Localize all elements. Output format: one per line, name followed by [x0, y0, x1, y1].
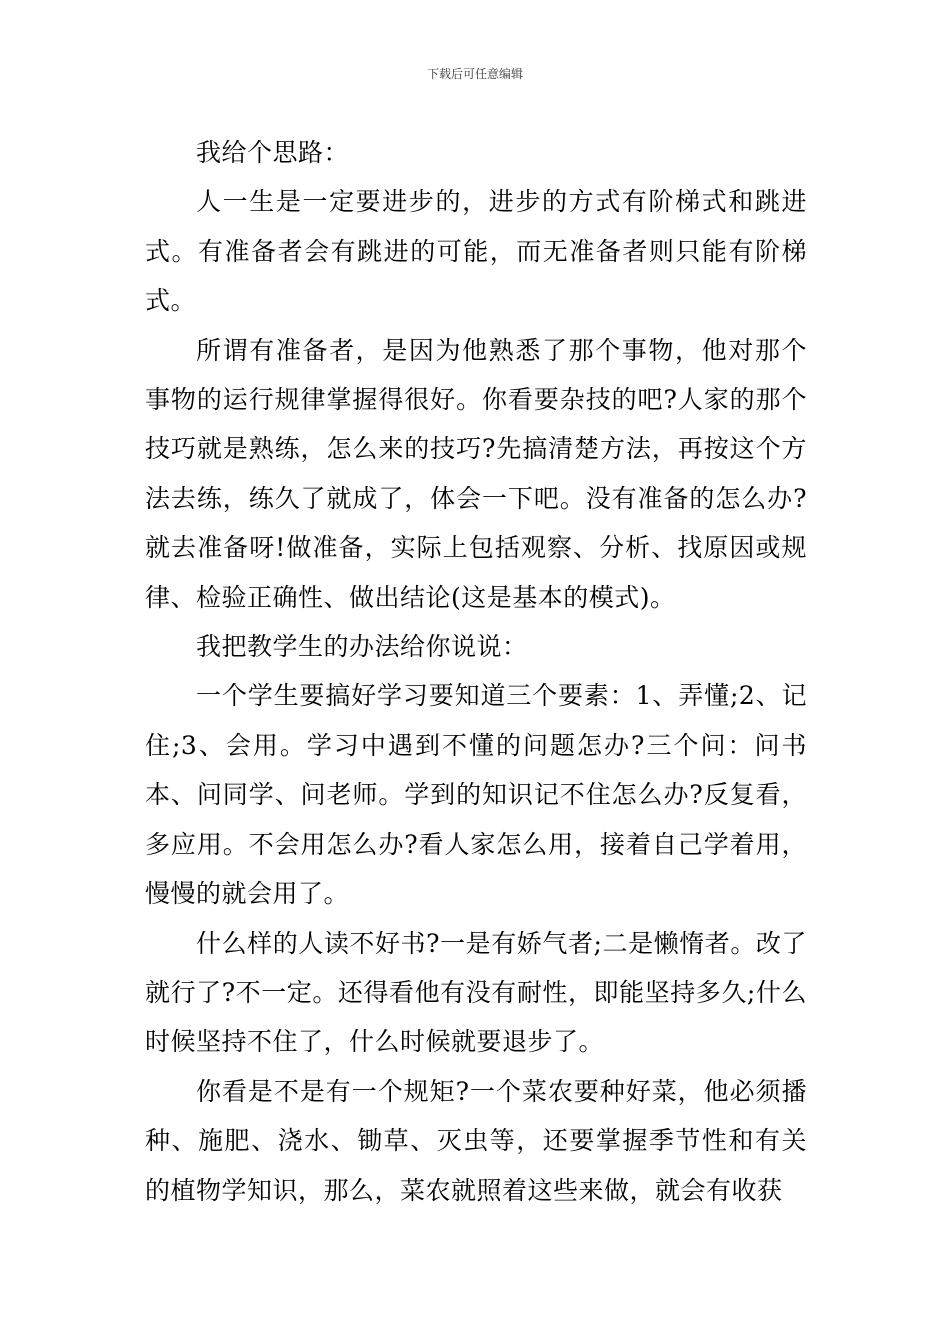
paragraph: 什么样的人读不好书?一是有娇气者;二是懒惰者。改了就行了?不一定。还得看他有没有耐性，即能坚持多久;什么时候坚持不住了，什么时候就要退步了。	[145, 928, 807, 1057]
paragraph: 我把教学生的办法给你说说：	[196, 632, 528, 662]
paragraph: 一个学生要搞好学习要知道三个要素：1、弄懂;2、记住;3、会用。学习中遇到不懂的问题怎办?三个问：问书本、问同学、问老师。学到的知识记不住怎么办?反复看，多应用。不会用怎么办?看人家怎么用，接着自己学着用，慢慢的就会用了。	[145, 681, 807, 909]
paragraph: 你看是不是有一个规矩?一个菜农要种好菜，他必须播种、施肥、浇水、锄草、灭虫等，还要掌握季节性和有关的植物学知识，那么，菜农就照着这些来做，就会有收获	[145, 1076, 807, 1205]
paragraph: 我给个思路：	[196, 138, 350, 167]
paragraph: 所谓有准备者，是因为他熟悉了那个事物，他对那个事物的运行规律掌握得很好。你看要杂技的吧?人家的那个技巧就是熟练，怎么来的技巧?先搞清楚方法，再按这个方法去练，练久了就成了，体会一下吧。没有准备的怎么办?就去准备呀!做准备，实际上包括观察、分析、找原因或规律、检验正确性、做出结论(这是基本的模式)。	[145, 335, 807, 612]
paragraph: 人一生是一定要进步的，进步的方式有阶梯式和跳进式。有准备者会有跳进的可能，而无准备者则只能有阶梯式。	[145, 187, 807, 316]
page-header: 下载后可任意编辑	[426, 67, 523, 81]
document-body	[145, 128, 807, 1215]
